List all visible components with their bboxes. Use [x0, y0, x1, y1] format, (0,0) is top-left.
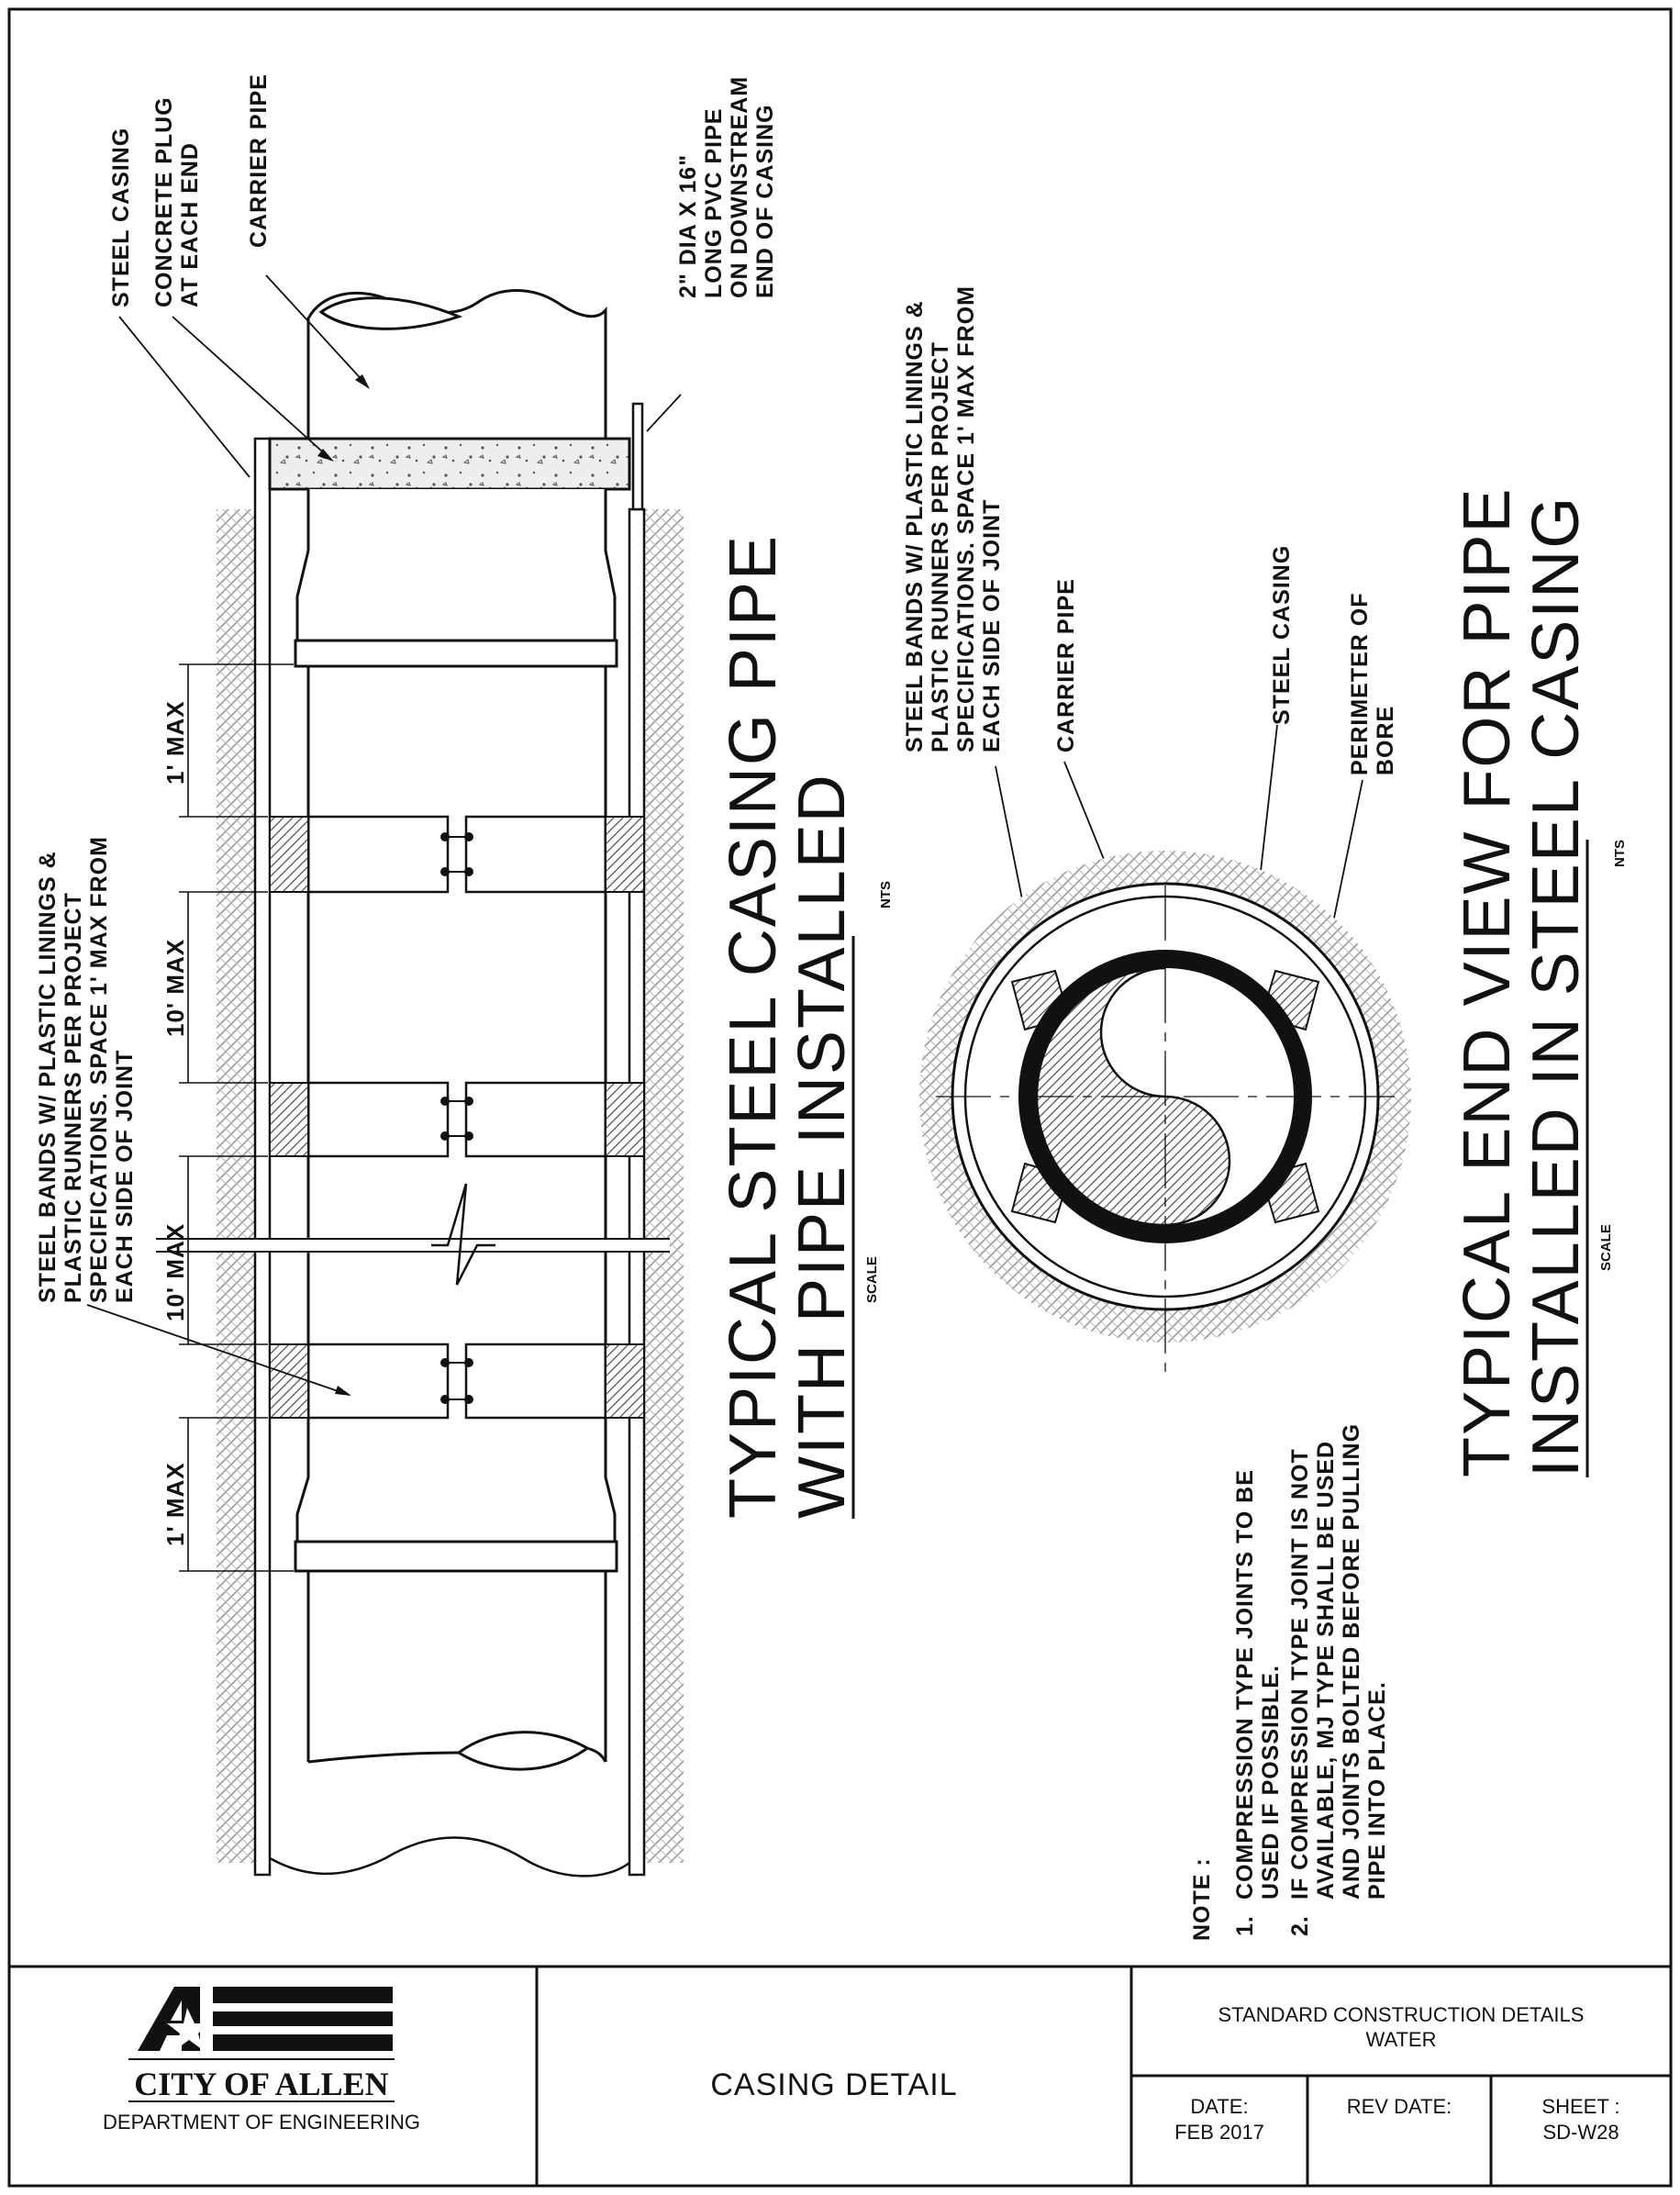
sheet-label: SHEET : — [1541, 2095, 1620, 2118]
band-left-3 — [270, 1344, 308, 1418]
label-concrete-plug-2: AT EACH END — [177, 142, 203, 307]
label-carrier-pipe: CARRIER PIPE — [246, 73, 272, 248]
notes-heading: NOTE : — [1189, 1857, 1215, 1941]
sheet-value: SD-W28 — [1542, 2121, 1619, 2144]
joint-2 — [308, 1083, 606, 1156]
note-2-number: 2. — [1287, 1915, 1313, 1936]
carrier-pipe-bottom-opening — [459, 1733, 587, 1770]
drawing-title: CASING DETAIL — [710, 2067, 958, 2102]
label-bands-1: STEEL BANDS W/ PLASTIC LININGS & — [35, 851, 61, 1303]
note-2-line-1: IF COMPRESSION TYPE JOINT IS NOT — [1287, 1448, 1313, 1900]
note-1-line-1: COMPRESSION TYPE JOINTS TO BE — [1232, 1469, 1258, 1900]
concrete-plug-top — [270, 439, 629, 489]
dim-label-3: 10' MAX — [161, 1222, 189, 1321]
title-block — [103, 1967, 1671, 2186]
label-pvc-3: ON DOWNSTREAM — [727, 75, 752, 298]
break-gap — [156, 1239, 670, 1252]
dim-label-4: 1' MAX — [161, 1462, 189, 1546]
label-bands-4: EACH SIDE OF JOINT — [112, 1049, 138, 1303]
note-1-line-2: USED IF POSSIBLE. — [1258, 1665, 1284, 1900]
carrier-bell-bottom — [297, 1436, 615, 1542]
department-name: DEPARTMENT OF ENGINEERING — [103, 2111, 420, 2134]
elevation-scale-label: SCALE — [864, 1256, 880, 1303]
break-zigzag — [431, 1184, 495, 1285]
rev-date-label: REV DATE: — [1346, 2095, 1452, 2118]
label-bands-3: SPECIFICATIONS. SPACE 1' MAX FROM — [86, 836, 112, 1303]
end-label-perimeter-1: PERIMETER OF — [1347, 592, 1373, 775]
pvc-pipe — [633, 404, 642, 509]
elevation-title-line-2: WITH PIPE INSTALLED — [785, 773, 859, 1519]
label-pvc-2: LONG PVC PIPE — [701, 107, 727, 298]
end-scale-label: SCALE — [1598, 1224, 1614, 1271]
date-label: DATE: — [1190, 2095, 1249, 2118]
label-pvc-4: END OF CASING — [752, 104, 778, 298]
joint-bolts-3 — [441, 1359, 473, 1403]
notes — [1189, 1423, 1390, 1941]
end-scale-value: NTS — [1612, 840, 1628, 867]
city-of-allen-logo — [128, 1987, 395, 2059]
category-line-1: STANDARD CONSTRUCTION DETAILS — [1218, 2003, 1585, 2026]
end-title-line-1: TYPICAL END VIEW FOR PIPE — [1451, 486, 1524, 1477]
date-value: FEB 2017 — [1174, 2121, 1264, 2144]
label-pvc-1: 2" DIA X 16" — [675, 153, 701, 298]
joint-bolts-1 — [441, 833, 473, 875]
bell-collar-bottom — [295, 1542, 617, 1571]
label-concrete-plug-1: CONCRETE PLUG — [151, 96, 177, 307]
casing-wall-right — [629, 509, 644, 1875]
note-2-line-4: PIPE INTO PLACE. — [1364, 1681, 1390, 1900]
elevation-title-line-1: TYPICAL STEEL CASING PIPE — [717, 534, 790, 1519]
end-label-bands-4: EACH SIDE OF JOINT — [979, 498, 1005, 752]
dim-label-2: 10' MAX — [161, 938, 189, 1037]
soil-left — [217, 509, 256, 1863]
city-name: CITY OF ALLEN — [134, 2066, 389, 2102]
joint-3 — [308, 1344, 606, 1418]
band-right-3 — [606, 1344, 644, 1418]
end-label-carrier-pipe: CARRIER PIPE — [1053, 578, 1079, 752]
category-line-2: WATER — [1365, 2028, 1437, 2051]
end-title-line-2: INSTALLED IN STEEL CASING — [1519, 495, 1593, 1477]
label-bands-2: PLASTIC RUNNERS PER PROJECT — [61, 892, 86, 1303]
joint-bolts-2 — [441, 1098, 473, 1140]
end-label-bands-3: SPECIFICATIONS. SPACE 1' MAX FROM — [953, 285, 979, 752]
carrier-bell-top — [297, 489, 615, 641]
note-2-line-3: AND JOINTS BOLTED BEFORE PULLING — [1339, 1422, 1364, 1900]
end-label-bands-1: STEEL BANDS W/ PLASTIC LININGS & — [902, 300, 928, 752]
elevation-scale-value: NTS — [878, 881, 894, 908]
note-2-line-2: AVAILABLE, MJ TYPE SHALL BE USED — [1313, 1440, 1339, 1900]
band-left-1 — [270, 817, 308, 892]
bell-collar-top — [295, 641, 617, 666]
band-right-2 — [606, 1083, 644, 1156]
label-steel-casing: STEEL CASING — [108, 127, 134, 307]
casing-bottom-break — [270, 1838, 629, 1877]
end-label-steel-casing: STEEL CASING — [1269, 544, 1295, 725]
dim-label-1: 1' MAX — [161, 700, 189, 785]
end-label-perimeter-2: BORE — [1373, 705, 1398, 775]
band-right-1 — [606, 817, 644, 892]
band-left-2 — [270, 1083, 308, 1156]
joint-1 — [308, 817, 606, 892]
soil-right — [644, 509, 684, 1863]
end-label-bands-2: PLASTIC RUNNERS PER PROJECT — [928, 341, 953, 752]
note-1-number: 1. — [1232, 1915, 1258, 1936]
end-view — [902, 285, 1628, 1477]
carrier-pipe-bottom — [308, 1571, 606, 1762]
